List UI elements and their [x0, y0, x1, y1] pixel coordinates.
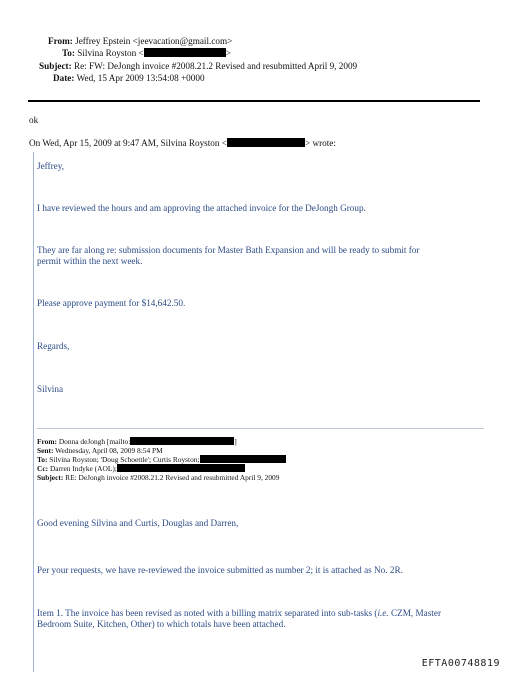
forward-from-label: From: [37, 437, 57, 446]
forward-to-label: To: [37, 455, 48, 464]
forward-greeting: Good evening Silvina and Curtis, Douglas and Darren, [37, 518, 239, 528]
forward-subject-label: Subject: [37, 473, 64, 482]
quoted-regards: Regards, [37, 341, 70, 351]
quoted-paragraph-2-line-1: They are far along re: submission documents for Master Bath Expansion and will be ready to submit for [37, 245, 420, 255]
redaction-box [130, 437, 237, 446]
forward-cc-value: Darren Indyke (AOL); [49, 464, 117, 473]
header-from-value: Jeffrey Epstein <jeevacation@gmail.com> [75, 36, 233, 46]
header-from [48, 36, 232, 47]
forward-sent [37, 446, 163, 455]
redaction-box [144, 48, 226, 57]
quoted-paragraph-2-line-2: permit within the next week. [37, 256, 143, 266]
forward-cc-label: Cc: [37, 464, 49, 473]
redaction-box [227, 138, 305, 147]
reply-on-line-suffix: > wrote: [304, 138, 336, 148]
header-to-value-prefix: Silvina Royston < [77, 48, 144, 58]
header-divider [28, 100, 480, 102]
forward-from-value: Donna deJongh [mailto: [58, 437, 131, 446]
forward-paragraph-2-line-1 [37, 608, 441, 619]
quoted-paragraph-1: I have reviewed the hours and am approving the attached invoice for the DeJongh Group. [37, 203, 366, 213]
forward-sent-label: Sent: [37, 446, 54, 455]
quoted-paragraph-3: Please approve payment for $14,642.50. [37, 298, 186, 308]
forward-paragraph-2-text-b: CZM, Master [388, 608, 441, 618]
reply-on-line-prefix: On Wed, Apr 15, 2009 at 9:47 AM, Silvina Royston < [29, 138, 227, 148]
forward-paragraph-1: Per your requests, we have re-reviewed the invoice submitted as number 2; it is attached as No. 2R. [37, 565, 403, 575]
header-date-value: Wed, 15 Apr 2009 13:54:08 +0000 [76, 73, 205, 83]
header-subject-label: Subject: [39, 61, 72, 71]
header-subject-value: Re: FW: DeJongh invoice #2008.21.2 Revised and resubmitted April 9, 2009 [73, 61, 358, 71]
document-id: EFTA00748819 [421, 658, 500, 669]
redaction-box [200, 455, 286, 463]
forward-paragraph-2-text-a: Item 1. The invoice has been revised as noted with a billing matrix separated into sub-tasks ( [37, 608, 378, 618]
header-date-label: Date: [53, 73, 75, 83]
forward-from-suffix: ] [234, 437, 237, 446]
forward-divider [37, 428, 484, 429]
reply-body: ok [29, 115, 39, 125]
quoted-greeting: Jeffrey, [37, 161, 65, 171]
forward-cc [37, 464, 245, 473]
header-to-label: To: [62, 48, 75, 58]
redaction-box [117, 464, 245, 472]
forward-sent-value: Wednesday, April 08, 2009 8:54 PM [55, 446, 163, 455]
forward-paragraph-2-line-2: Bedroom Suite, Kitchen, Other) to which totals have been attached. [37, 619, 286, 629]
forward-to-value: Silvina Royston; 'Doug Schoettle'; Curtis Royston; [49, 455, 200, 464]
quoted-signature: Silvina [37, 384, 64, 394]
reply-on-line [29, 138, 336, 149]
forward-from [37, 437, 237, 446]
header-subject [39, 61, 357, 72]
header-from-label: From: [48, 36, 73, 46]
header-date [53, 73, 205, 84]
forward-subject-value: RE: DeJongh invoice #2008.21.2 Revised and resubmitted April 9, 2009 [65, 473, 280, 482]
forward-to [37, 455, 286, 464]
quote-bar [33, 152, 34, 672]
forward-subject [37, 473, 279, 482]
header-to [62, 48, 231, 59]
header-to-value-suffix: > [225, 48, 231, 58]
forward-paragraph-2-italic: i.e. [377, 608, 389, 618]
